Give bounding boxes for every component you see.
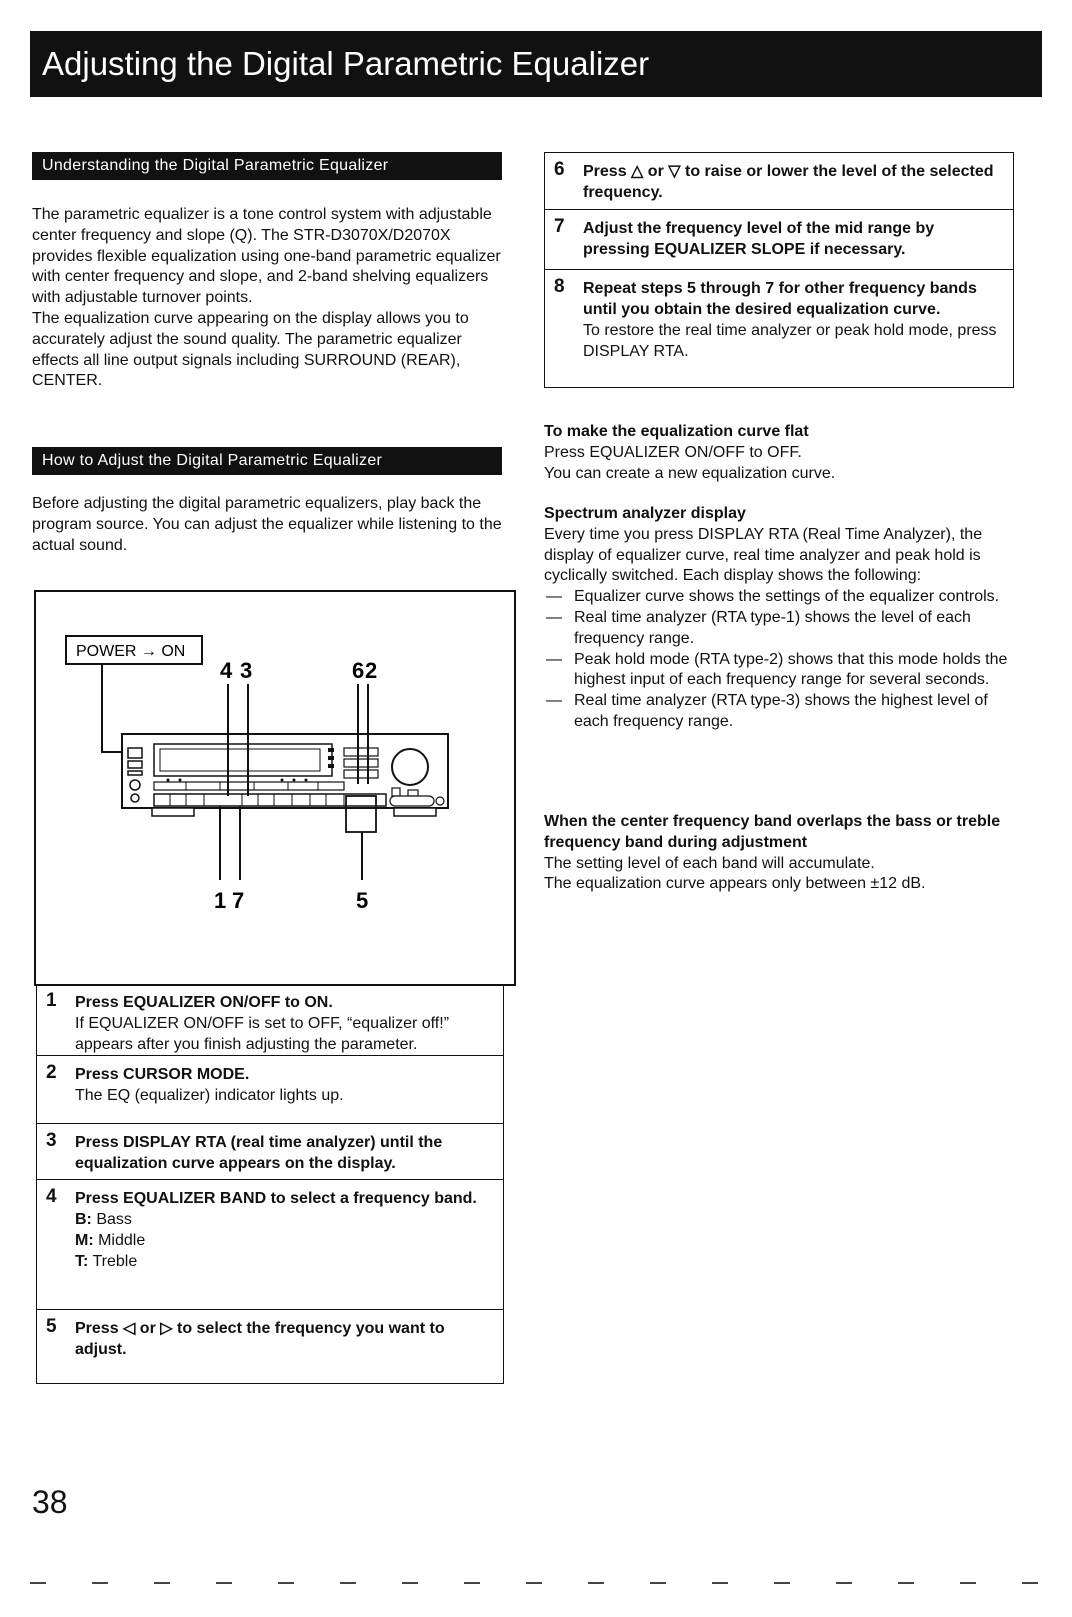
- spectrum-analyzer-note: [544, 504, 1020, 733]
- step-title: Adjust the frequency level of the mid range by pressing EQUALIZER SLOPE if necessary.: [583, 220, 935, 258]
- step-number: 1: [46, 990, 57, 1011]
- step-title: Repeat steps 5 through 7 for other frequency bands until you obtain the desired equalization curve.: [583, 280, 977, 318]
- band-treble: T: Treble: [75, 1253, 138, 1270]
- receiver-illustration: [34, 590, 516, 986]
- footer-divider: [30, 1582, 1040, 1584]
- step-detail: If EQUALIZER ON/OFF is set to OFF, “equalizer off!” appears after you finish adjusting the parameter.: [75, 1015, 450, 1053]
- step-detail: To restore the real time analyzer or peak hold mode, press DISPLAY RTA.: [583, 322, 997, 360]
- receiver-diagram: [36, 592, 514, 984]
- step-7: [544, 210, 1014, 270]
- step-5: [36, 1310, 504, 1384]
- callout-3: 3: [240, 658, 253, 683]
- callout-1: 1: [214, 888, 227, 913]
- understanding-paragraph-2: The equalization curve appearing on the display allows you to accurately adjust the sound quality. The parametric equalizer effects all line output signals including SURROUND (REAR), CENTER.: [32, 309, 469, 390]
- overlap-line-1: The setting level of each band will accumulate.: [544, 854, 875, 872]
- overlap-line-2: The equalization curve appears only between ±12 dB.: [544, 875, 926, 893]
- list-item: — Real time analyzer (RTA type-3) shows the highest level of each frequency range.: [544, 691, 1020, 733]
- step-6: [544, 152, 1014, 210]
- section-heading-understanding: Understanding the Digital Parametric Equalizer: [32, 152, 502, 180]
- step-title: Press EQUALIZER ON/OFF to ON.: [75, 994, 333, 1011]
- callout-6: 6: [352, 658, 365, 683]
- step-title: Press DISPLAY RTA (real time analyzer) until the equalization curve appears on the display.: [75, 1134, 443, 1172]
- callout-7: 7: [232, 888, 245, 913]
- step-number: 8: [554, 276, 565, 297]
- step-number: 2: [46, 1062, 57, 1083]
- step-1: [36, 984, 504, 1056]
- step-title: Press CURSOR MODE.: [75, 1066, 250, 1083]
- flat-curve-heading: To make the equalization curve flat: [544, 423, 809, 440]
- callout-5: 5: [356, 888, 369, 913]
- step-number: 7: [554, 216, 565, 237]
- list-item: — Peak hold mode (RTA type-2) shows that this mode holds the highest input of each frequency range for several seconds.: [544, 650, 1020, 692]
- step-number: 5: [46, 1316, 57, 1337]
- page-title: Adjusting the Digital Parametric Equalizer: [30, 31, 1042, 97]
- page-number: 38: [32, 1484, 68, 1520]
- step-number: 3: [46, 1130, 57, 1151]
- band-bass: B: Bass: [75, 1211, 132, 1228]
- understanding-text: [32, 205, 504, 392]
- spectrum-paragraph: Every time you press DISPLAY RTA (Real Time Analyzer), the display of equalizer curve, real time analyzer and peak hold is cyclically switched. Each display shows the following:: [544, 525, 983, 585]
- overlap-heading: When the center frequency band overlaps the bass or treble frequency band during adjustment: [544, 813, 1001, 851]
- list-item: — Real time analyzer (RTA type-1) shows the level of each frequency range.: [544, 608, 1020, 650]
- step-title: Press ◁ or ▷ to select the frequency you want to adjust.: [75, 1320, 445, 1358]
- spectrum-list: [544, 587, 1020, 733]
- step-number: 6: [554, 159, 565, 180]
- list-item: — Equalizer curve shows the settings of the equalizer controls.: [544, 587, 1020, 608]
- flat-curve-note: [544, 422, 1020, 484]
- flat-curve-line-1: Press EQUALIZER ON/OFF to OFF.: [544, 443, 802, 461]
- callout-2: 2: [365, 658, 378, 683]
- step-8: [544, 270, 1014, 388]
- overlap-note: [544, 812, 1020, 895]
- understanding-paragraph-1: The parametric equalizer is a tone control system with adjustable center frequency and slope (Q). The STR-D3070X/D2070X provides flexible equalization using one-band parametric equalizer with center frequency and slope, and 2-band shelving equalizers with adjustable turnover points.: [32, 206, 501, 307]
- volume-knob: [392, 749, 428, 785]
- spectrum-heading: Spectrum analyzer display: [544, 505, 746, 522]
- how-to-text: Before adjusting the digital parametric equalizers, play back the program source. You can adjust the equalizer while listening to the actual sound.: [32, 495, 502, 554]
- step-4: [36, 1180, 504, 1310]
- band-middle: M: Middle: [75, 1232, 146, 1249]
- flat-curve-line-2: You can create a new equalization curve.: [544, 464, 836, 482]
- step-number: 4: [46, 1186, 57, 1207]
- callout-4: 4: [220, 658, 233, 683]
- power-on-label: POWER → ON: [76, 643, 186, 660]
- step-title: Press EQUALIZER BAND to select a frequency band.: [75, 1190, 477, 1207]
- step-title: Press △ or ▽ to raise or lower the level of the selected frequency.: [583, 163, 994, 201]
- step-3: [36, 1124, 504, 1180]
- step-2: [36, 1056, 504, 1124]
- section-heading-how-to: How to Adjust the Digital Parametric Equalizer: [32, 447, 502, 475]
- step-detail: The EQ (equalizer) indicator lights up.: [75, 1087, 344, 1104]
